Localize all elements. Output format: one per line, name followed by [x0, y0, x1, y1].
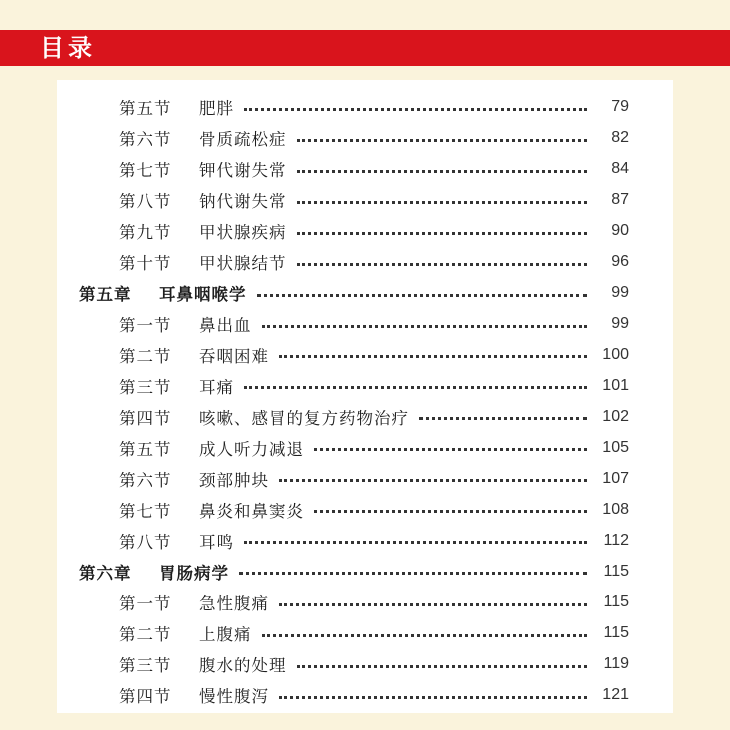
toc-entry-label: 第五章 [79, 285, 132, 305]
toc-entry-label: 第二节 [119, 625, 172, 645]
toc-leader-dots [297, 665, 588, 668]
toc-entry-label: 第六章 [79, 563, 132, 583]
toc-panel [57, 80, 673, 713]
toc-entry-label: 第三节 [119, 377, 172, 397]
toc-entry[interactable] [57, 123, 673, 154]
toc-leader-dots [279, 355, 587, 358]
toc-entry-title: 骨质疏松症 [199, 130, 287, 150]
toc-leader-dots [297, 201, 588, 204]
toc-entry-title: 耳痛 [199, 377, 234, 397]
toc-list [57, 92, 673, 711]
toc-entry-title: 甲状腺结节 [199, 254, 287, 274]
toc-entry-title: 咳嗽、感冒的复方药物治疗 [199, 408, 409, 428]
toc-entry-title: 急性腹痛 [199, 594, 269, 614]
toc-entry-title: 成人听力减退 [199, 439, 304, 459]
toc-entry-title: 耳鼻咽喉学 [159, 285, 247, 305]
toc-entry-page: 115 [603, 624, 629, 642]
toc-entry-title: 甲状腺疾病 [199, 223, 287, 243]
toc-leader-dots [297, 232, 588, 235]
toc-leader-dots [297, 170, 588, 173]
toc-leader-dots [279, 603, 587, 606]
toc-entry[interactable] [57, 463, 673, 494]
toc-entry-label: 第十节 [119, 254, 172, 274]
toc-entry-title: 胃肠病学 [159, 563, 229, 583]
toc-entry-label: 第五节 [119, 439, 172, 459]
toc-entry-page: 79 [611, 98, 629, 116]
toc-entry-title: 钠代谢失常 [199, 192, 287, 212]
toc-leader-dots [257, 294, 588, 297]
toc-entry-page: 121 [602, 686, 629, 704]
toc-entry-title: 鼻炎和鼻窦炎 [199, 501, 304, 521]
toc-chapter-entry[interactable] [57, 556, 673, 587]
toc-entry-page: 90 [611, 222, 629, 240]
toc-entry-page: 82 [611, 129, 629, 147]
toc-leader-dots [314, 448, 587, 451]
toc-leader-dots [262, 325, 588, 328]
toc-entry-label: 第七节 [119, 501, 172, 521]
toc-entry-title: 颈部肿块 [199, 470, 269, 490]
toc-entry-title: 吞咽困难 [199, 346, 269, 366]
toc-entry-label: 第四节 [119, 408, 172, 428]
toc-entry[interactable] [57, 154, 673, 185]
header-banner [0, 30, 730, 66]
toc-entry[interactable] [57, 309, 673, 340]
toc-entry-label: 第六节 [119, 470, 172, 490]
toc-entry-page: 84 [611, 160, 629, 178]
toc-entry-page: 107 [602, 469, 629, 487]
toc-entry-page: 101 [602, 376, 629, 394]
toc-entry-label: 第四节 [119, 687, 172, 707]
toc-entry-page: 108 [602, 500, 629, 518]
toc-entry-label: 第一节 [119, 594, 172, 614]
toc-chapter-entry[interactable] [57, 278, 673, 309]
page-title: 目录 [40, 34, 96, 62]
toc-entry-page: 115 [603, 593, 629, 611]
toc-entry[interactable] [57, 525, 673, 556]
toc-entry[interactable] [57, 340, 673, 371]
toc-entry-page: 119 [603, 655, 629, 673]
toc-entry-page: 105 [602, 438, 629, 456]
toc-entry[interactable] [57, 494, 673, 525]
toc-entry[interactable] [57, 401, 673, 432]
toc-entry[interactable] [57, 370, 673, 401]
top-margin [0, 0, 730, 30]
toc-leader-dots [419, 417, 587, 420]
toc-entry-page: 112 [603, 531, 629, 549]
toc-leader-dots [279, 696, 587, 699]
toc-entry-label: 第六节 [119, 130, 172, 150]
toc-entry-title: 耳鸣 [199, 532, 234, 552]
toc-entry-page: 87 [611, 191, 629, 209]
toc-entry[interactable] [57, 680, 673, 711]
toc-leader-dots [244, 108, 587, 111]
toc-entry-label: 第八节 [119, 532, 172, 552]
toc-entry-page: 99 [611, 284, 629, 302]
toc-entry[interactable] [57, 587, 673, 618]
toc-entry[interactable] [57, 185, 673, 216]
toc-entry-title: 腹水的处理 [199, 656, 287, 676]
toc-leader-dots [279, 479, 587, 482]
toc-entry-page: 115 [603, 562, 629, 580]
toc-entry[interactable] [57, 247, 673, 278]
toc-entry-title: 肥胖 [199, 99, 234, 119]
toc-entry[interactable] [57, 649, 673, 680]
toc-entry-label: 第一节 [119, 316, 172, 336]
toc-entry-title: 上腹痛 [199, 625, 252, 645]
toc-entry-page: 100 [602, 345, 629, 363]
toc-entry[interactable] [57, 432, 673, 463]
toc-entry-page: 99 [611, 315, 629, 333]
toc-leader-dots [262, 634, 588, 637]
toc-leader-dots [244, 386, 587, 389]
toc-entry-title: 鼻出血 [199, 316, 252, 336]
toc-entry-label: 第五节 [119, 99, 172, 119]
toc-entry-page: 96 [611, 253, 629, 271]
toc-leader-dots [244, 541, 587, 544]
toc-entry-page: 102 [602, 407, 629, 425]
toc-entry[interactable] [57, 216, 673, 247]
toc-entry-label: 第七节 [119, 161, 172, 181]
toc-entry[interactable] [57, 618, 673, 649]
toc-leader-dots [297, 263, 588, 266]
toc-entry-title: 慢性腹泻 [199, 687, 269, 707]
toc-entry[interactable] [57, 92, 673, 123]
toc-leader-dots [314, 510, 587, 513]
toc-entry-title: 钾代谢失常 [199, 161, 287, 181]
toc-entry-label: 第三节 [119, 656, 172, 676]
toc-entry-label: 第九节 [119, 223, 172, 243]
toc-entry-label: 第八节 [119, 192, 172, 212]
toc-leader-dots [239, 572, 587, 575]
toc-entry-label: 第二节 [119, 346, 172, 366]
toc-leader-dots [297, 139, 588, 142]
